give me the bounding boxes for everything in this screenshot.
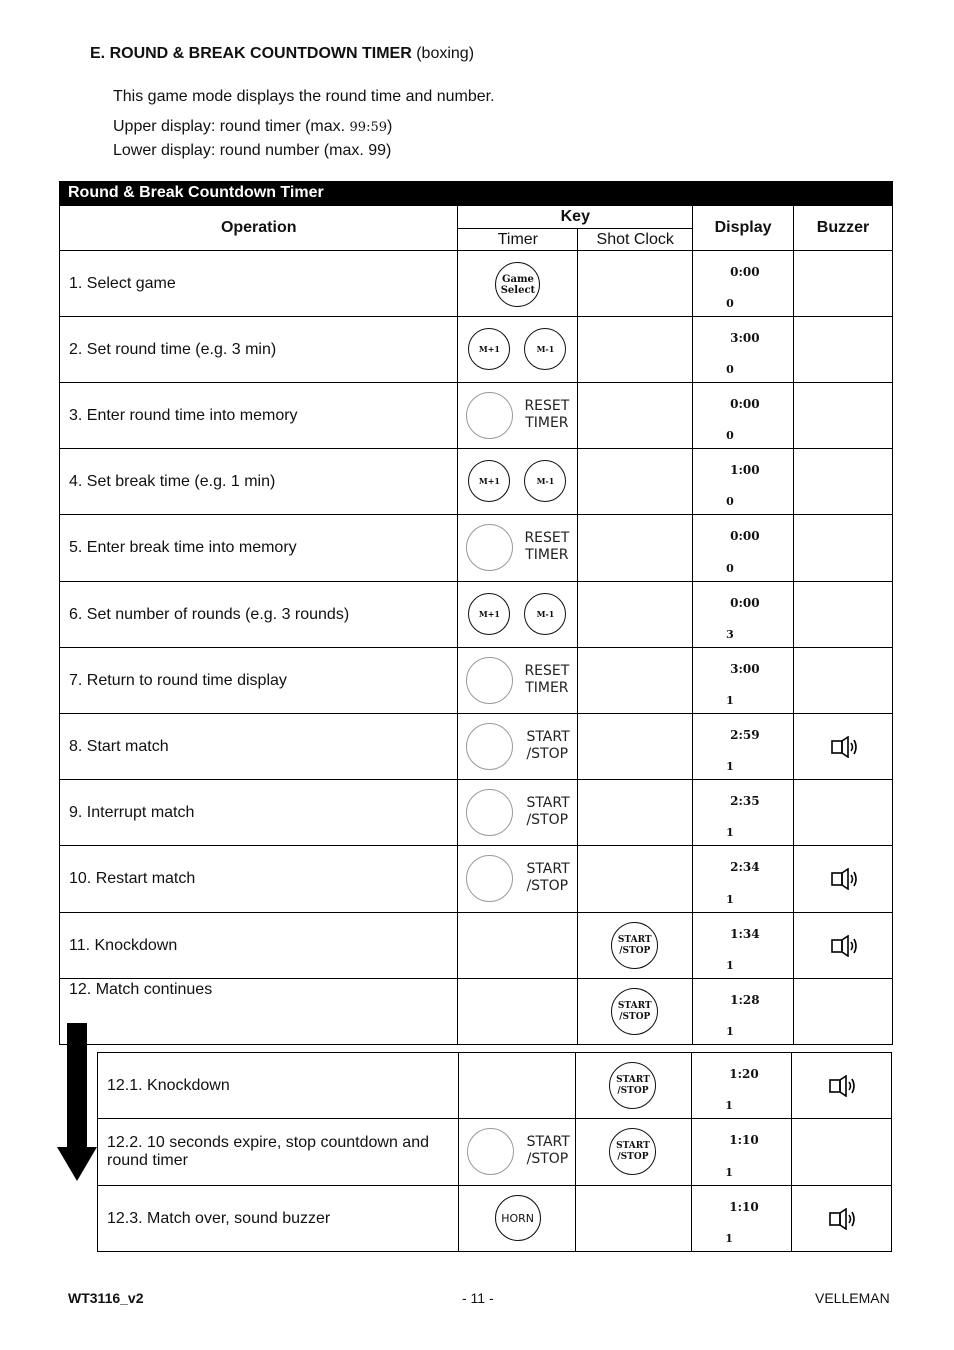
display-lower: 1	[726, 893, 734, 906]
game-select-button[interactable]: Game Select	[495, 262, 540, 307]
buzzer-cell	[794, 449, 893, 515]
display-lower: 1	[725, 1232, 733, 1245]
operation-cell: 12.3. Match over, sound buzzer	[98, 1186, 459, 1252]
table-row	[60, 714, 893, 780]
timer-key-cell	[458, 979, 578, 1045]
display-lower: 1	[725, 1099, 733, 1112]
display-lower: 1	[725, 1166, 733, 1179]
intro-text: This game mode displays the round time and number.	[113, 88, 495, 105]
start-stop-timer-button[interactable]	[466, 723, 513, 770]
buzzer-cell	[794, 317, 893, 383]
header-buzzer: Buzzer	[794, 206, 893, 251]
timer-key-cell	[458, 317, 578, 383]
timer-key-cell	[458, 1053, 576, 1119]
shot-clock-key-cell	[578, 780, 693, 846]
m-minus-button[interactable]: M-1	[524, 460, 566, 502]
display-lower: 1	[726, 694, 734, 707]
display-lower: 0	[726, 363, 734, 376]
display-upper: 3:00	[730, 662, 760, 676]
shot-clock-key-cell	[578, 714, 693, 780]
operation-cell: 5. Enter break time into memory	[60, 515, 458, 582]
start-stop-timer-button[interactable]	[466, 855, 513, 902]
shot-clock-key-cell	[578, 317, 693, 383]
display-upper: 0:00	[730, 397, 760, 411]
header-key: Key	[458, 206, 693, 229]
section-heading: E. ROUND & BREAK COUNTDOWN TIMER (boxing)	[90, 45, 475, 62]
horn-button[interactable]: HORN	[495, 1195, 541, 1241]
timer-key-cell	[458, 449, 578, 515]
buzzer-cell	[792, 1186, 892, 1252]
table-row	[60, 979, 893, 1045]
start-stop-timer-button[interactable]	[467, 1128, 514, 1175]
display-cell	[693, 780, 794, 846]
timer-key-cell	[458, 846, 578, 913]
operation-cell: 12. Match continues	[60, 979, 458, 1045]
table-row	[60, 383, 893, 449]
timer-key-cell	[458, 383, 578, 449]
table-row	[60, 317, 893, 383]
buzzer-cell	[794, 846, 893, 913]
buzzer-cell	[792, 1119, 892, 1186]
start-stop-label: START /STOP	[526, 1134, 570, 1167]
shot-clock-start-stop-button[interactable]: START /STOP	[609, 1128, 656, 1175]
table-row	[60, 780, 893, 846]
shot-clock-key-cell	[578, 251, 693, 317]
shot-clock-start-stop-button[interactable]: START /STOP	[611, 988, 658, 1035]
operation-cell: 2. Set round time (e.g. 3 min)	[60, 317, 458, 383]
shot-clock-key-cell	[578, 648, 693, 714]
buzzer-cell	[794, 251, 893, 317]
display-upper: 2:34	[730, 860, 760, 874]
display-cell	[693, 979, 794, 1045]
display-lower: 1	[726, 826, 734, 839]
shot-clock-start-stop-button[interactable]: START /STOP	[611, 922, 658, 969]
table-row	[60, 251, 893, 317]
header-timer: Timer	[458, 229, 578, 251]
operation-cell: 8. Start match	[60, 714, 458, 780]
footer-model: WT3116_v2	[68, 1290, 144, 1306]
display-cell	[693, 846, 794, 913]
start-stop-timer-button[interactable]	[466, 789, 513, 836]
main-table	[59, 205, 893, 1045]
footer-brand: VELLEMAN	[815, 1290, 890, 1306]
timer-key-cell	[458, 780, 578, 846]
timer-key-cell	[458, 1119, 576, 1186]
buzzer-cell	[794, 582, 893, 648]
start-stop-label: START /STOP	[526, 795, 570, 828]
display-cell	[693, 714, 794, 780]
shot-clock-key-cell	[578, 383, 693, 449]
shot-clock-key-cell	[578, 582, 693, 648]
m-minus-button[interactable]: M-1	[524, 593, 566, 635]
buzzer-cell	[794, 383, 893, 449]
reset-timer-button[interactable]	[466, 657, 513, 704]
display-upper: 1:00	[730, 463, 760, 477]
display-lower: 0	[726, 562, 734, 575]
operation-cell: 4. Set break time (e.g. 1 min)	[60, 449, 458, 515]
buzzer-cell	[794, 714, 893, 780]
header-operation: Operation	[60, 206, 458, 251]
display-cell	[693, 317, 794, 383]
m-plus-button[interactable]: M+1	[468, 328, 510, 370]
reset-timer-button[interactable]	[466, 392, 513, 439]
shot-clock-key-cell	[578, 449, 693, 515]
speaker-icon	[830, 868, 860, 890]
buzzer-cell	[794, 913, 893, 979]
display-cell	[693, 251, 794, 317]
display-lower: 0	[726, 429, 734, 442]
display-lower: 1	[726, 1025, 734, 1038]
reset-timer-label: RESET TIMER	[524, 663, 570, 696]
speaker-icon	[828, 1208, 858, 1230]
operation-cell: 9. Interrupt match	[60, 780, 458, 846]
display-upper: 0:00	[730, 596, 760, 610]
speaker-icon	[828, 1075, 858, 1097]
timer-key-cell	[458, 648, 578, 714]
display-cell	[693, 582, 794, 648]
buzzer-cell	[794, 780, 893, 846]
shot-clock-key-cell	[576, 1053, 692, 1119]
timer-key-cell	[458, 515, 578, 582]
header-display: Display	[693, 206, 794, 251]
display-cell	[693, 449, 794, 515]
shot-clock-key-cell	[578, 979, 693, 1045]
table-row	[60, 846, 893, 913]
m-plus-button[interactable]: M+1	[468, 593, 510, 635]
timer-key-cell	[458, 582, 578, 648]
operation-cell: 6. Set number of rounds (e.g. 3 rounds)	[60, 582, 458, 648]
display-upper: 1:28	[730, 993, 760, 1007]
timer-key-cell	[458, 913, 578, 979]
lower-display-line: Lower display: round number (max. 99)	[113, 142, 392, 159]
operation-cell: 12.1. Knockdown	[98, 1053, 459, 1119]
m-plus-button[interactable]: M+1	[468, 460, 510, 502]
table-row	[60, 449, 893, 515]
display-upper: 0:00	[730, 265, 760, 279]
shot-clock-key-cell	[578, 846, 693, 913]
display-lower: 0	[726, 495, 734, 508]
table-row	[60, 582, 893, 648]
buzzer-cell	[794, 979, 893, 1045]
timer-key-cell	[458, 714, 578, 780]
display-cell	[693, 515, 794, 582]
operation-cell: 3. Enter round time into memory	[60, 383, 458, 449]
reset-timer-label: RESET TIMER	[524, 530, 570, 563]
speaker-icon	[830, 736, 860, 758]
timer-key-cell	[458, 251, 578, 317]
speaker-icon	[830, 935, 860, 957]
header-shot-clock: Shot Clock	[578, 229, 693, 251]
display-cell	[693, 383, 794, 449]
shot-clock-key-cell	[576, 1186, 692, 1252]
table-title: Round & Break Countdown Timer	[59, 181, 893, 205]
footer-page: - 11 -	[462, 1290, 494, 1306]
table-row	[98, 1119, 892, 1186]
display-upper: 1:34	[730, 927, 760, 941]
display-cell	[692, 1119, 792, 1186]
sub-table	[97, 1052, 892, 1252]
display-lower: 3	[726, 628, 734, 641]
buzzer-cell	[792, 1053, 892, 1119]
operation-cell: 10. Restart match	[60, 846, 458, 913]
shot-clock-key-cell	[578, 515, 693, 582]
buzzer-cell	[794, 648, 893, 714]
display-upper: 2:35	[730, 794, 760, 808]
display-upper: 1:10	[729, 1133, 759, 1147]
display-cell	[692, 1186, 792, 1252]
shot-clock-key-cell	[578, 913, 693, 979]
display-lower: 1	[726, 760, 734, 773]
display-upper: 1:20	[729, 1067, 759, 1081]
shot-clock-key-cell	[576, 1119, 692, 1186]
shot-clock-start-stop-button[interactable]: START /STOP	[609, 1062, 656, 1109]
display-upper: 0:00	[730, 529, 760, 543]
operation-cell: 11. Knockdown	[60, 913, 458, 979]
display-cell	[692, 1053, 792, 1119]
timer-key-cell	[458, 1186, 576, 1252]
table-row	[60, 648, 893, 714]
display-cell	[693, 913, 794, 979]
table-row	[98, 1186, 892, 1252]
start-stop-label: START /STOP	[526, 861, 570, 894]
table-row	[60, 515, 893, 582]
operation-cell: 12.2. 10 seconds expire, stop countdown and round timer	[98, 1119, 459, 1186]
display-lower: 1	[726, 959, 734, 972]
m-minus-button[interactable]: M-1	[524, 328, 566, 370]
display-upper: 1:10	[729, 1200, 759, 1214]
upper-display-line: Upper display: round timer (max. 99:59)	[113, 118, 393, 135]
operation-cell: 1. Select game	[60, 251, 458, 317]
display-cell	[693, 648, 794, 714]
reset-timer-button[interactable]	[466, 524, 513, 571]
operation-cell: 7. Return to round time display	[60, 648, 458, 714]
buzzer-cell	[794, 515, 893, 582]
down-arrow-icon	[57, 1023, 99, 1183]
display-lower: 0	[726, 297, 734, 310]
display-upper: 2:59	[730, 728, 760, 742]
reset-timer-label: RESET TIMER	[524, 398, 570, 431]
table-row	[98, 1053, 892, 1119]
display-upper: 3:00	[730, 331, 760, 345]
start-stop-label: START /STOP	[526, 729, 570, 762]
table-row	[60, 913, 893, 979]
